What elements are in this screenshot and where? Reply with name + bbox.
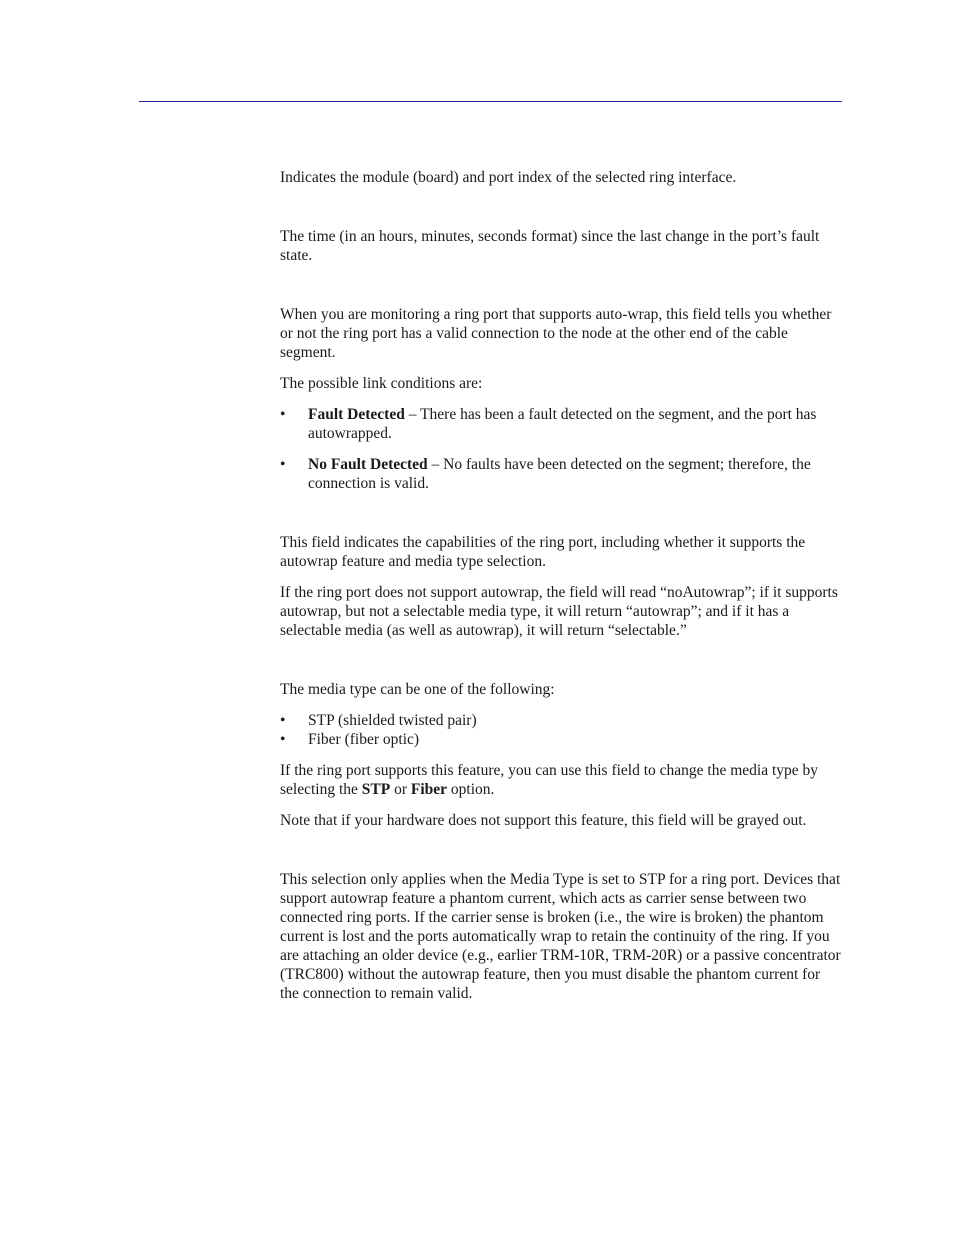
link-description: When you are monitoring a ring port that supports auto-wrap, this field tells you whether or not the ring port has a valid connection to the node at the other end of the cable segment. bbox=[280, 306, 832, 361]
link-conditions-list bbox=[280, 405, 842, 493]
time-description: The time (in an hours, minutes, seconds format) since the last change in the port’s fault state. bbox=[280, 228, 820, 264]
document-body bbox=[280, 168, 842, 1003]
media-type-list bbox=[280, 711, 842, 749]
media-intro: The media type can be one of the following: bbox=[280, 681, 555, 698]
media-change-description bbox=[280, 761, 842, 799]
link-conditions-intro: The possible link conditions are: bbox=[280, 375, 483, 392]
condition-term: No Fault Detected bbox=[308, 456, 428, 473]
bullet-icon: • bbox=[280, 406, 286, 423]
bullet-icon: • bbox=[280, 712, 286, 729]
media-note: Note that if your hardware does not support this feature, this field will be grayed out. bbox=[280, 812, 807, 829]
fiber-option-label: Fiber bbox=[410, 781, 448, 798]
media-change-text: If the ring port supports this feature, you can use this field to change the media type by selecting the bbox=[280, 762, 819, 798]
capability-values: If the ring port does not support autowrap, the field will read “noAutowrap”; if it supports autowrap, but not a selectable media type, it will return “autowrap”; and if it has a selectable media (as well as autowrap), it will return “selectable.” bbox=[280, 584, 838, 639]
media-change-text: or bbox=[390, 781, 411, 798]
media-type-label: Fiber (fiber optic) bbox=[308, 731, 420, 748]
bullet-icon: • bbox=[280, 731, 286, 748]
list-item bbox=[280, 711, 842, 730]
media-change-text: option. bbox=[447, 781, 495, 798]
phantom-description: This selection only applies when the Media Type is set to STP for a ring port. Devices that support autowrap feature a phantom current, which acts as carrier sense between two connected ring ports. If the carrier sense is broken (i.e., the wire is broken) the phantom current is lost and the ports automatically wrap to retain the continuity of the ring. If you are attaching an older device (e.g., earlier TRM-10R, TRM-20R) or a passive concentrator (TRC800) without the autowrap feature, then you must disable the phantom current for the connection to remain valid. bbox=[280, 871, 841, 1002]
header-rule bbox=[139, 101, 842, 102]
list-item bbox=[280, 455, 842, 493]
bullet-icon: • bbox=[280, 456, 286, 473]
capability-description: This field indicates the capabilities of the ring port, including whether it supports the autowrap feature and media type selection. bbox=[280, 534, 806, 570]
media-type-label: STP (shielded twisted pair) bbox=[308, 712, 477, 729]
stp-option-label: STP bbox=[361, 781, 391, 798]
list-item bbox=[280, 730, 842, 749]
condition-term: Fault Detected bbox=[308, 406, 405, 423]
port-description: Indicates the module (board) and port index of the selected ring interface. bbox=[280, 169, 737, 186]
condition-desc: – No faults have been detected on the segment; therefore, the connection is valid. bbox=[308, 456, 811, 492]
list-item bbox=[280, 405, 842, 443]
condition-desc: – There has been a fault detected on the segment, and the port has autowrapped. bbox=[308, 406, 817, 442]
